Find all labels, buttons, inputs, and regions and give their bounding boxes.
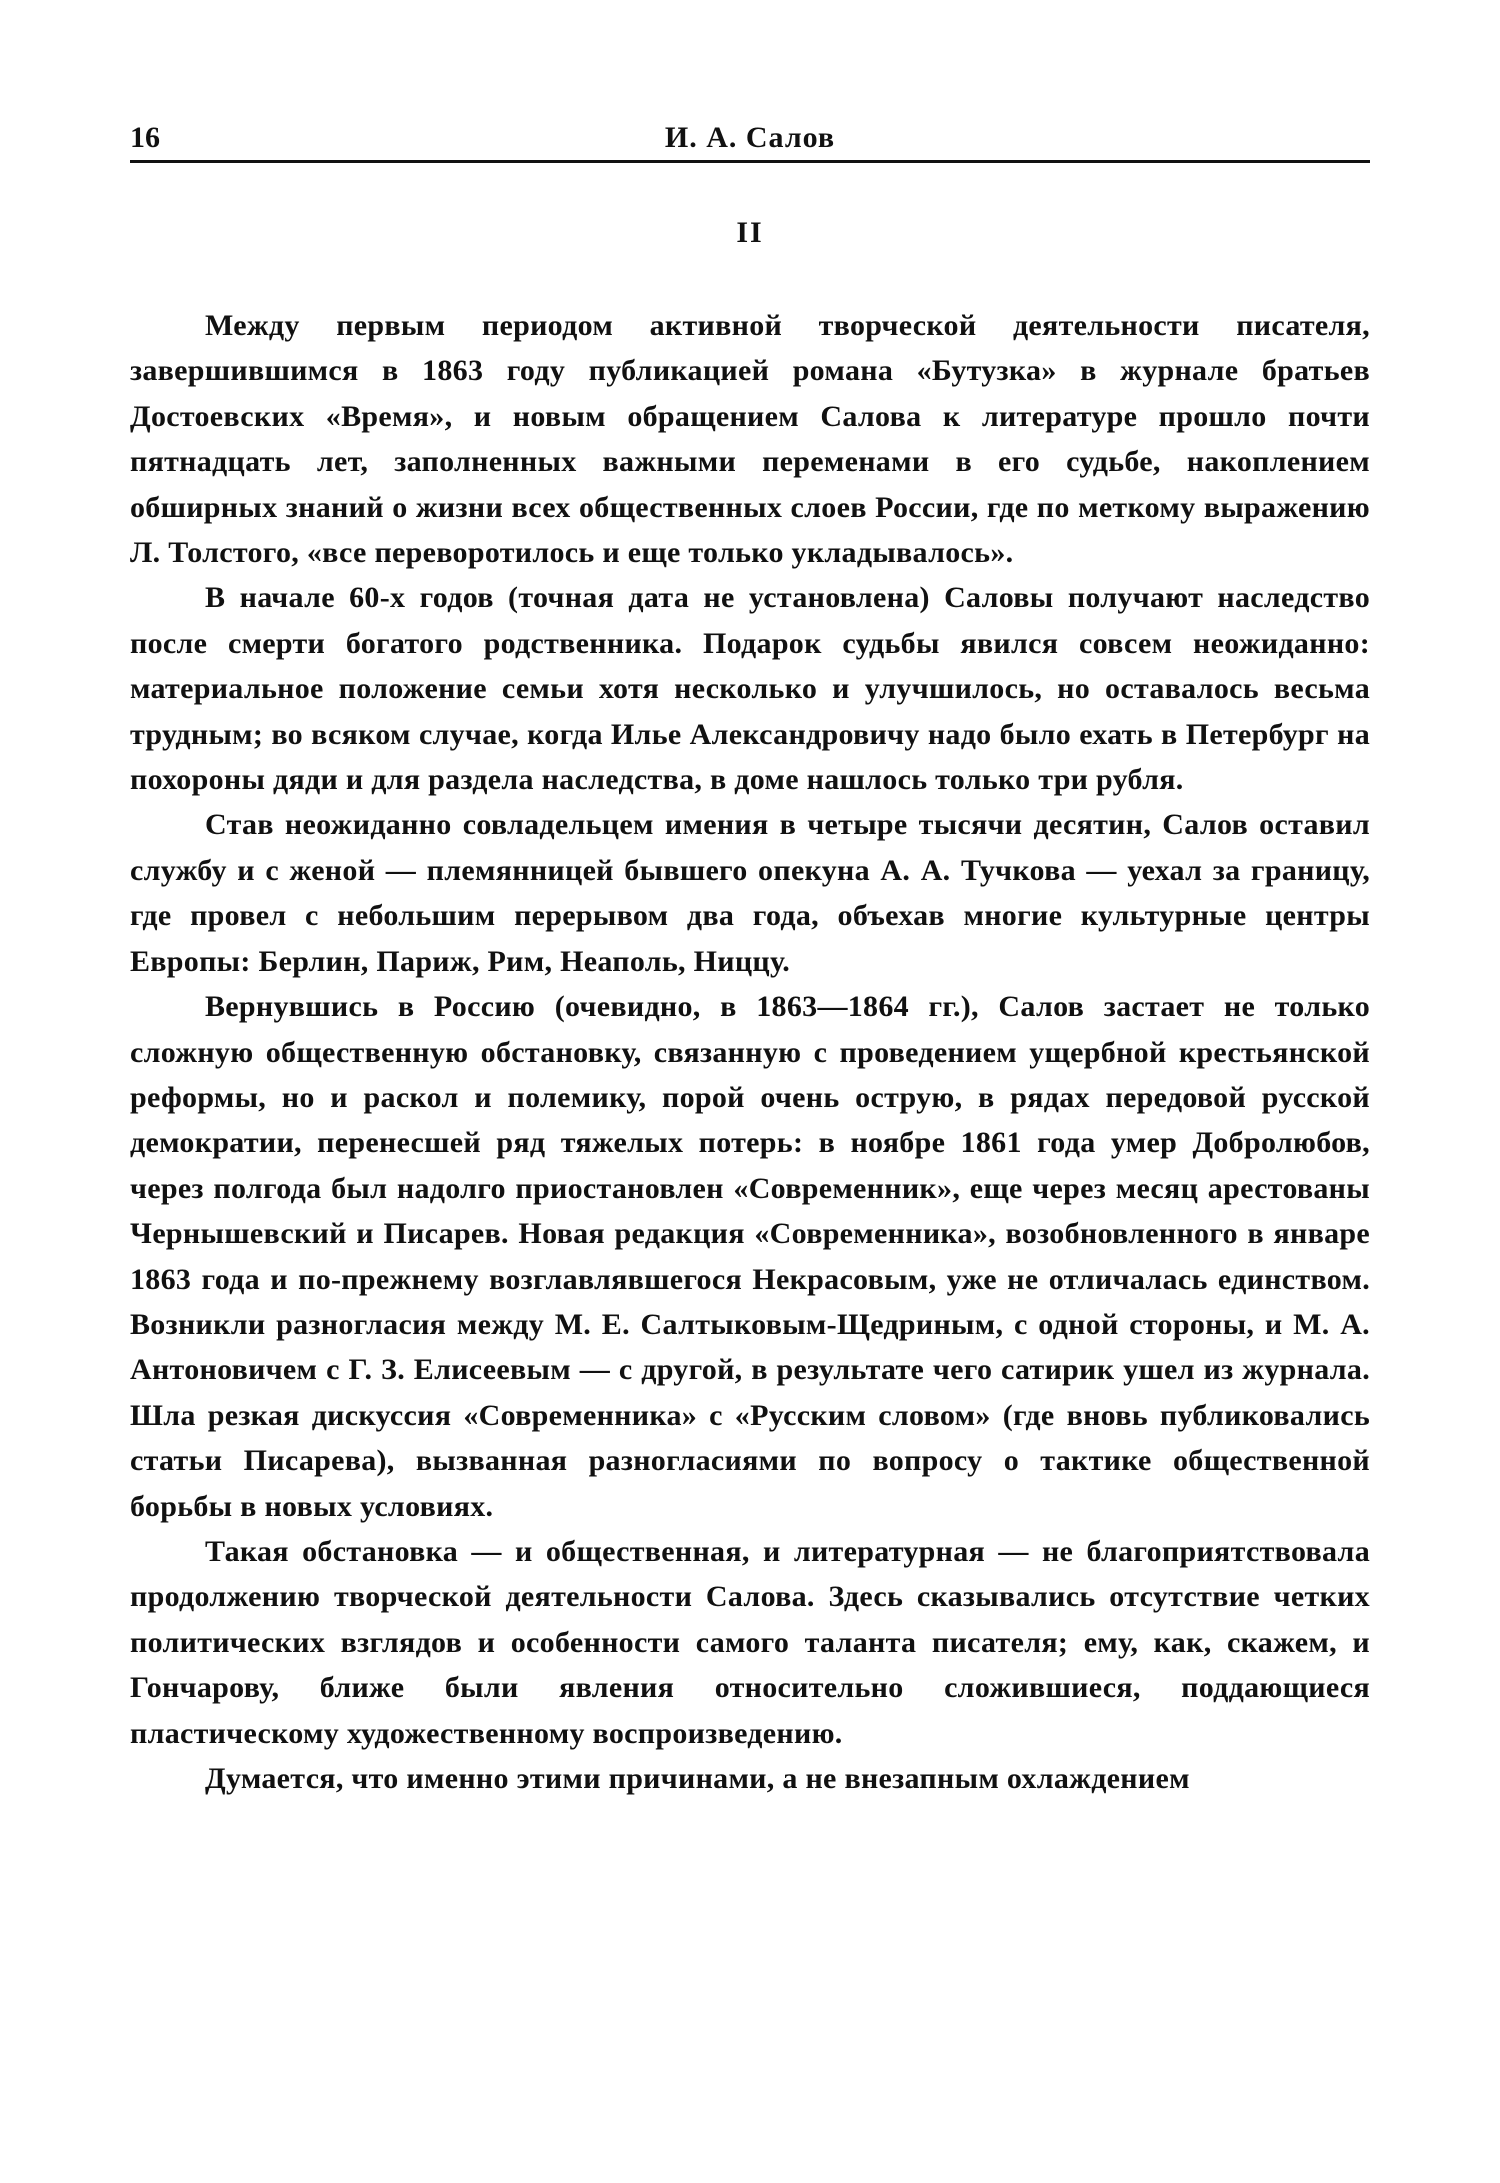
- paragraph: Думается, что именно этими причинами, а не внезапным охлаждением: [205, 1762, 1190, 1795]
- book-page: [130, 118, 1370, 1801]
- section-heading: II: [736, 216, 764, 249]
- body-text: [130, 303, 1370, 1801]
- paragraph: В начале 60-х годов (точная дата не установлена) Саловы получают наследство после смерти богатого родственника. Подарок судьбы явился совсем неожиданно: материальное положение семьи хотя несколько и улучшилось, но оставалось весьма трудным; во всяком случае, когда Илье Александровичу надо было ехать в Петербург на похороны дяди и для раздела наследства, в доме нашлось только три рубля.: [130, 581, 1370, 797]
- running-head: [130, 118, 1370, 163]
- page-number: 16: [130, 121, 160, 154]
- paragraph: Между первым периодом активной творческой деятельности писателя, завершившимся в 1863 году публикацией романа «Бутузка» в журнале братьев Достоевских «Время», и новым обращением Салова к литературе прошло почти пятнадцать лет, заполненных важными переменами в его судьбе, накоплением обширных знаний о жизни всех общественных слоев России, где по меткому выражению Л. Толстого, «все переворотилось и еще только укладывалось».: [130, 309, 1370, 570]
- paragraph: Вернувшись в Россию (очевидно, в 1863—1864 гг.), Салов застает не только сложную общественную обстановку, связанную с проведением ущербной крестьянской реформы, но и раскол и полемику, порой очень острую, в рядах передовой русской демократии, перенесшей ряд тяжелых потерь: в ноябре 1861 года умер Добролюбов, через полгода был надолго приостановлен «Современник», еще через месяц арестованы Чернышевский и Писарев. Новая редакция «Современника», возобновленного в январе 1863 года и по-прежнему возглавлявшегося Некрасовым, уже не отличалась единством. Возникли разногласия между М. Е. Салтыковым-Щедриным, с одной стороны, и М. А. Антоновичем с Г. З. Елисеевым — с другой, в результате чего сатирик ушел из журнала. Шла резкая дискуссия «Современника» с «Русским словом» (где вновь публиковались статьи Писарева), вызванная разногласиями по вопросу о тактике общественной борьбы в новых условиях.: [130, 990, 1370, 1523]
- paragraph: Став неожиданно совладельцем имения в четыре тысячи десятин, Салов оставил службу и с женой — племянницей бывшего опекуна А. А. Тучкова — уехал за границу, где провел с небольшим перерывом два года, объехав многие культурные центры Европы: Берлин, Париж, Рим, Неаполь, Ниццу.: [130, 808, 1370, 978]
- paragraph: Такая обстановка — и общественная, и литературная — не благоприятствовала продолжению творческой деятельности Салова. Здесь сказывались отсутствие четких политических взглядов и особенности самого таланта писателя; ему, как, скажем, и Гончарову, ближе были явления относительно сложившиеся, поддающиеся пластическому художественному воспроизведению.: [130, 1534, 1370, 1750]
- running-title: И. А. Салов: [664, 121, 836, 154]
